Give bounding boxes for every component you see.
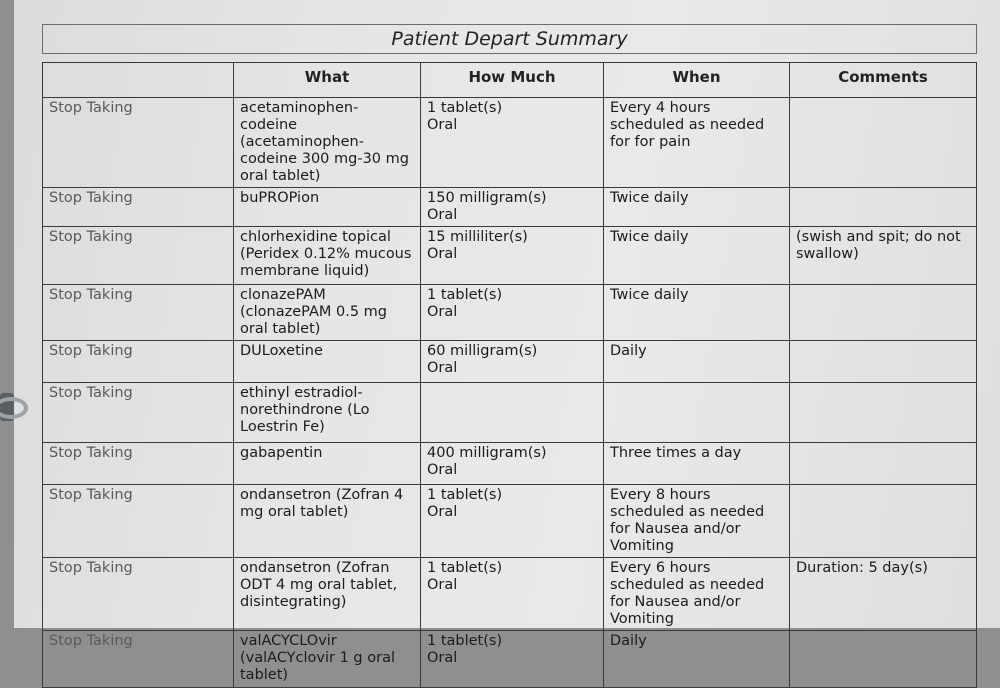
comments-cell bbox=[790, 285, 977, 341]
what-cell: acetaminophen-codeine (acetaminophen-codeine 300 mg-30 mg oral tablet) bbox=[234, 98, 421, 188]
medication-rows bbox=[43, 98, 977, 688]
how-much-cell: 400 milligram(s) Oral bbox=[421, 443, 604, 485]
what-cell: ethinyl estradiol-norethindrone (Lo Loestrin Fe) bbox=[234, 383, 421, 443]
how-much-cell bbox=[421, 383, 604, 443]
table-row bbox=[43, 227, 977, 285]
when-cell: Every 4 hours scheduled as needed for for pain bbox=[604, 98, 790, 188]
status-cell: Stop Taking bbox=[43, 485, 234, 558]
comments-cell bbox=[790, 631, 977, 688]
comments-cell bbox=[790, 383, 977, 443]
status-cell: Stop Taking bbox=[43, 285, 234, 341]
how-much-cell: 1 tablet(s) Oral bbox=[421, 485, 604, 558]
table-row bbox=[43, 341, 977, 383]
table-row bbox=[43, 98, 977, 188]
what-cell: valACYCLOvir (valACYclovir 1 g oral tablet) bbox=[234, 631, 421, 688]
column-header-comments: Comments bbox=[790, 63, 977, 98]
when-cell: Twice daily bbox=[604, 227, 790, 285]
what-cell: clonazePAM (clonazePAM 0.5 mg oral tablet) bbox=[234, 285, 421, 341]
table-row bbox=[43, 383, 977, 443]
how-much-cell: 15 milliliter(s) Oral bbox=[421, 227, 604, 285]
status-cell: Stop Taking bbox=[43, 341, 234, 383]
column-header-status bbox=[43, 63, 234, 98]
status-cell: Stop Taking bbox=[43, 98, 234, 188]
when-cell bbox=[604, 383, 790, 443]
comments-cell bbox=[790, 485, 977, 558]
page-title: Patient Depart Summary bbox=[42, 24, 977, 54]
what-cell: DULoxetine bbox=[234, 341, 421, 383]
column-header-what: What bbox=[234, 63, 421, 98]
what-cell: ondansetron (Zofran 4 mg oral tablet) bbox=[234, 485, 421, 558]
how-much-cell: 1 tablet(s) Oral bbox=[421, 285, 604, 341]
when-cell: Daily bbox=[604, 631, 790, 688]
comments-cell bbox=[790, 341, 977, 383]
status-cell: Stop Taking bbox=[43, 558, 234, 631]
how-much-cell: 1 tablet(s) Oral bbox=[421, 631, 604, 688]
column-header-when: When bbox=[604, 63, 790, 98]
comments-cell: (swish and spit; do not swallow) bbox=[790, 227, 977, 285]
when-cell: Three times a day bbox=[604, 443, 790, 485]
status-cell: Stop Taking bbox=[43, 631, 234, 688]
table-header-row bbox=[43, 63, 977, 98]
table-row bbox=[43, 285, 977, 341]
table-row bbox=[43, 188, 977, 227]
comments-cell: Duration: 5 day(s) bbox=[790, 558, 977, 631]
table-row bbox=[43, 443, 977, 485]
what-cell: chlorhexidine topical (Peridex 0.12% mucous membrane liquid) bbox=[234, 227, 421, 285]
when-cell: Every 8 hours scheduled as needed for Nausea and/or Vomiting bbox=[604, 485, 790, 558]
what-cell: ondansetron (Zofran ODT 4 mg oral tablet, disintegrating) bbox=[234, 558, 421, 631]
comments-cell bbox=[790, 98, 977, 188]
status-cell: Stop Taking bbox=[43, 227, 234, 285]
comments-cell bbox=[790, 188, 977, 227]
how-much-cell: 1 tablet(s) Oral bbox=[421, 558, 604, 631]
status-cell: Stop Taking bbox=[43, 188, 234, 227]
what-cell: gabapentin bbox=[234, 443, 421, 485]
how-much-cell: 60 milligram(s) Oral bbox=[421, 341, 604, 383]
table-row bbox=[43, 631, 977, 688]
when-cell: Twice daily bbox=[604, 188, 790, 227]
when-cell: Daily bbox=[604, 341, 790, 383]
status-cell: Stop Taking bbox=[43, 443, 234, 485]
when-cell: Every 6 hours scheduled as needed for Nausea and/or Vomiting bbox=[604, 558, 790, 631]
status-cell: Stop Taking bbox=[43, 383, 234, 443]
table-row bbox=[43, 485, 977, 558]
what-cell: buPROPion bbox=[234, 188, 421, 227]
table-row bbox=[43, 558, 977, 631]
how-much-cell: 1 tablet(s) Oral bbox=[421, 98, 604, 188]
medication-table bbox=[42, 62, 977, 688]
comments-cell bbox=[790, 443, 977, 485]
how-much-cell: 150 milligram(s) Oral bbox=[421, 188, 604, 227]
when-cell: Twice daily bbox=[604, 285, 790, 341]
column-header-how-much: How Much bbox=[421, 63, 604, 98]
